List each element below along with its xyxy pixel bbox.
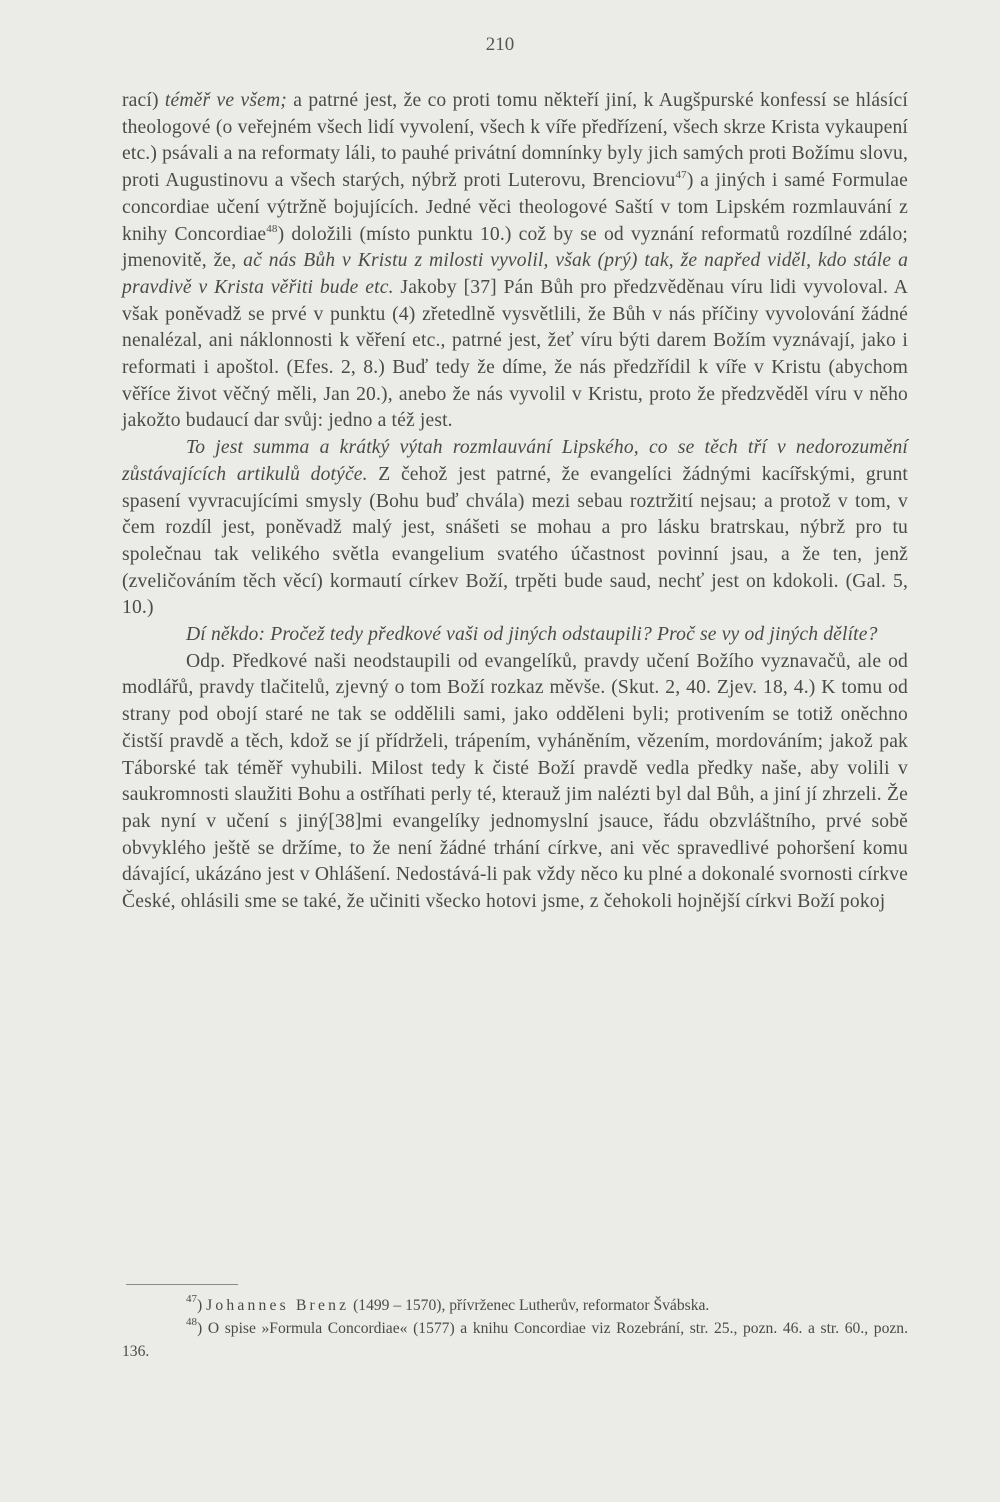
text-run: ) doložili (místo punktu 10.) což by se od vyznání reformatů rozdílné zdálo; jmenovitě, že, xyxy=(122,223,908,272)
italic-text: téměř ve všem; xyxy=(164,90,287,111)
italic-text: To jest summa a krátký výtah rozmlauvání Lipského, co se těch tří v nedorozumění zůstávajících artikulů dotýče. xyxy=(122,437,908,485)
text-run: Z čehož jest patrné, že evangelíci žádnými kacířskými, grunt spasení vyvracujícími smysly (Bohu buď chvála) mezi sebau roztržití nejsau; a protož v tom, v čem rozdíl jest, poněvadž malý jest, snášeti se mohau a pro lásku bratrskau, nýbrž pro tu společnau tak velikého světla evangelium svatého účastnost povinní jsau, a že ten, jenž (zveličováním těch věcí) kormautí církev Boží, trpěti bude saud, nechť jest on kdokoli. (Gal. 5, 10.) xyxy=(122,463,908,619)
italic-text: Dí někdo: Pročež tedy předkové vaši od jiných odstaupili? Proč se vy od jiných dělíte? xyxy=(186,624,878,646)
text-run: a patrné jest, že co proti tomu někteří jiní, k Augšpurské konfessí se hlásící theologové (o veřejném všech lidí vyvolení, všech k víře předřízení, všech skrze Krista vykaupení etc.) psávali a na reformaty láli, to pauhé privátní domnínky byly jich samých proti Božímu slovu, proti Augustinovu a všech starých, nýbrž proti Luterovu, Brenciovu xyxy=(122,90,908,192)
page-number: 210 xyxy=(485,34,515,55)
footnote-ref: 48 xyxy=(266,222,278,235)
paragraph xyxy=(122,88,908,435)
paragraph xyxy=(122,435,908,622)
text-run: (1499 – 1570), přívrženec Lutherův, reformator Švábska. xyxy=(349,1297,710,1314)
footnote xyxy=(122,1317,908,1363)
text-run: rací) xyxy=(122,90,165,111)
text-run: Jakoby [37] Pán Bůh pro předzvěděnau víru lidi vyvoloval. A však poněvadž se prvé v punktu (4) zřetedlně vysvětlili, že Bůh v nás příčiny vyvolování žádné nenalézal, ani náklonnosti k věření etc., patrné jest, žeť víru býti darem Božím vyznávají, jako i reformati i apoštol. (Efes. 2, 8.) Buď tedy že díme, že nás předzřídil k víře v Kristu (abychom věříce život věčný měli, Jan 20.), anebo že nás vyvolil v Kristu, proto že předzvěděl víru v něho jakožto budaucí dar svůj: jedno a též jest. xyxy=(122,276,909,432)
footnote-ref: 48 xyxy=(186,1316,197,1328)
text-run: ) O spise »Formula Concordiae« (1577) a knihu Concordiae viz Rozebrání, str. 25., pozn. 46. a str. 60., pozn. 136. xyxy=(122,1320,908,1360)
paragraph xyxy=(122,649,908,916)
footnote-ref: 47 xyxy=(675,169,687,182)
footnote-divider xyxy=(126,1284,238,1285)
footnote xyxy=(122,1294,908,1317)
italic-text: ač nás Bůh v Kristu z milosti vyvolil, však (prý) tak, že napřed viděl, kdo stále a pravdivě v Krista věřiti bude etc. xyxy=(122,250,909,298)
text-run: Johannes Brenz xyxy=(206,1297,350,1314)
footnotes xyxy=(122,1294,908,1363)
footnote-ref: 47 xyxy=(186,1293,197,1305)
text-run: ) xyxy=(197,1297,207,1314)
text-run: Odp. Předkové naši neodstaupili od evangelíků, pravdy učení Božího vyznavačů, ale od modlářů, pravdy tlačitelů, zjevný o tom Boží rozkaz měvše. (Skut. 2, 40. Zjev. 18, 4.) K tomu od strany pod obojí staré ne tak se oddělili sami, jako odděleni byli; protivením se totiž oněchno čistší pravdě a těch, kdož se jí přídrželi, trápením, vyháněním, vězením, mordováním; jakož pak Táborské tak téměř vyhubili. Milost tedy k čisté Boží pravdě vedla předky naše, aby volili v saukromnosti slaužiti Bohu a ostříhati perly té, kterauž jim nalézti byl dal Bůh, a jiní jí zhrzeli. Že pak nyní v učení s jiný[38]mi evangelíky jednomyslní jsauce, řádu obzvláštního, prvé sobě obvyklého ještě se držíme, to že není žádné trhání církve, ani věc spravedlivé pohoršení komu dávající, ukázáno jest v Ohlášení. Nedostává-li pak vždy něco ku plné a dokonalé svornosti církve České, ohlásili sme se také, že učiniti všecko hotovi jsme, z čehokoli hojnější církvi Boží pokoj xyxy=(122,650,908,913)
text-run: ) a jiných i samé Formulae concordiae učení výtržně bojujících. Jedné věci theologové Saští v tom Lipském rozmlauvání z knihy Concordiae xyxy=(122,170,909,245)
paragraph xyxy=(122,622,908,649)
main-text xyxy=(122,88,908,916)
